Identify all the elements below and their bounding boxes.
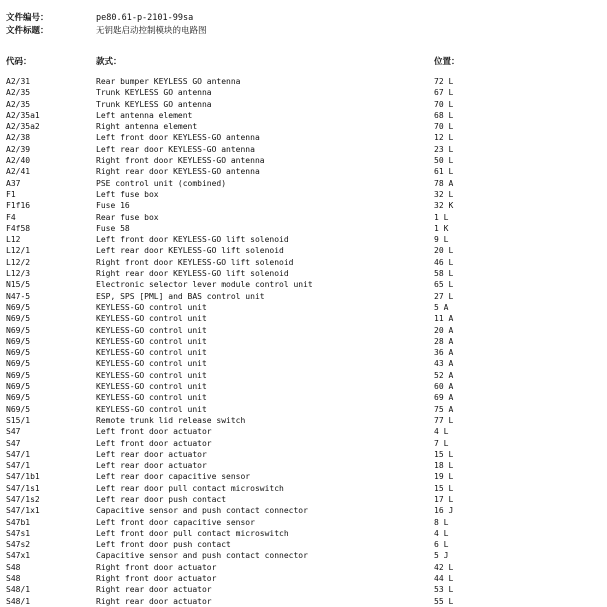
- row-model: Left fuse box: [96, 189, 159, 199]
- table-row: [0, 132, 607, 143]
- row-model: Left rear door capacitive sensor: [96, 472, 251, 482]
- row-model: Rear bumper KEYLESS GO antenna: [96, 77, 241, 86]
- table-row: [0, 223, 607, 234]
- row-position: 28 A: [434, 336, 454, 346]
- row-code: S15/1: [6, 415, 31, 425]
- file-number-label: 文件编号：: [6, 13, 49, 23]
- table-row: [0, 87, 607, 98]
- row-code: A37: [6, 178, 21, 188]
- row-code: S47/1: [6, 449, 31, 459]
- table-row: [0, 189, 607, 200]
- file-title-label: 文件标题：: [6, 26, 49, 36]
- row-code: S47: [6, 427, 21, 437]
- row-model: Left front door KEYLESS-GO lift solenoid: [96, 235, 289, 245]
- row-code: S47x1: [6, 551, 31, 561]
- table-row: [0, 99, 607, 110]
- table-row: [0, 268, 607, 279]
- row-model: Capacitive sensor and push contact connector: [96, 506, 308, 516]
- row-code: N69/5: [6, 370, 31, 380]
- row-code: A2/31: [6, 77, 31, 86]
- table-row: [0, 358, 607, 369]
- row-position: 27 L: [434, 291, 454, 301]
- row-position: 78 A: [434, 178, 454, 188]
- row-code: S48: [6, 574, 21, 584]
- row-position: 70 L: [434, 99, 454, 109]
- table-row: [0, 483, 607, 494]
- row-model: Right rear door KEYLESS-GO antenna: [96, 167, 260, 177]
- row-model: KEYLESS-GO control unit: [96, 325, 207, 335]
- row-code: N69/5: [6, 336, 31, 346]
- row-position: 61 L: [434, 167, 454, 177]
- header-position: 位置：: [434, 57, 460, 67]
- row-code: F1f16: [6, 201, 31, 211]
- table-row: [0, 144, 607, 155]
- table-row: [0, 279, 607, 290]
- row-position: 68 L: [434, 110, 454, 120]
- row-position: 5 A: [434, 302, 449, 312]
- table-row: [0, 584, 607, 595]
- row-model: Remote trunk lid release switch: [96, 415, 246, 425]
- table-row: [0, 471, 607, 482]
- row-code: S47s1: [6, 528, 31, 538]
- row-position: 52 A: [434, 370, 454, 380]
- table-row: [0, 370, 607, 381]
- row-position: 42 L: [434, 562, 454, 572]
- row-code: A2/38: [6, 133, 31, 143]
- table-row: [0, 302, 607, 313]
- table-row: [0, 155, 607, 166]
- row-code: S47/1s2: [6, 494, 40, 504]
- row-code: A2/35a1: [6, 110, 40, 120]
- row-position: 50 L: [434, 156, 454, 166]
- row-code: L12/3: [6, 269, 31, 279]
- row-position: 20 A: [434, 325, 454, 335]
- row-model: Right antenna element: [96, 122, 198, 132]
- table-row: [0, 596, 607, 607]
- table-row: [0, 313, 607, 324]
- row-position: 75 A: [434, 404, 454, 414]
- row-model: Left rear door pull contact microswitch: [96, 483, 284, 493]
- row-position: 1 K: [434, 223, 449, 233]
- row-code: A2/35a2: [6, 122, 40, 132]
- row-code: S47: [6, 438, 21, 448]
- component-table: [0, 76, 607, 607]
- row-code: S47/1: [6, 461, 31, 471]
- row-code: S48/1: [6, 585, 31, 595]
- row-position: 1 L: [434, 212, 449, 222]
- row-position: 9 L: [434, 235, 449, 245]
- row-model: Left antenna element: [96, 110, 193, 120]
- row-code: A2/35: [6, 99, 31, 109]
- row-model: Left rear door actuator: [96, 449, 207, 459]
- row-code: N69/5: [6, 348, 31, 358]
- row-model: KEYLESS-GO control unit: [96, 370, 207, 380]
- row-code: F1: [6, 189, 16, 199]
- row-model: KEYLESS-GO control unit: [96, 359, 207, 369]
- row-model: KEYLESS-GO control unit: [96, 314, 207, 324]
- table-row: [0, 539, 607, 550]
- table-row: [0, 550, 607, 561]
- row-position: 20 L: [434, 246, 454, 256]
- row-position: 46 L: [434, 257, 454, 267]
- row-position: 4 L: [434, 528, 449, 538]
- row-code: N69/5: [6, 314, 31, 324]
- row-position: 16 J: [434, 506, 454, 516]
- row-position: 11 A: [434, 314, 454, 324]
- row-position: 44 L: [434, 574, 454, 584]
- row-code: S47s2: [6, 540, 31, 550]
- row-position: 17 L: [434, 494, 454, 504]
- row-model: Right rear door actuator: [96, 596, 212, 606]
- row-position: 53 L: [434, 585, 454, 595]
- row-code: A2/40: [6, 156, 31, 166]
- row-position: 32 L: [434, 189, 454, 199]
- table-row: [0, 325, 607, 336]
- table-row: [0, 528, 607, 539]
- table-row: [0, 166, 607, 177]
- table-row: [0, 438, 607, 449]
- row-model: Rear fuse box: [96, 212, 159, 222]
- row-model: Trunk KEYLESS GO antenna: [96, 99, 212, 109]
- table-row: [0, 200, 607, 211]
- table-row: [0, 336, 607, 347]
- row-position: 36 A: [434, 348, 454, 358]
- row-code: S48/1: [6, 596, 31, 606]
- row-position: 58 L: [434, 269, 454, 279]
- row-model: Right front door KEYLESS-GO lift solenoid: [96, 257, 294, 267]
- row-model: Left front door push contact: [96, 540, 231, 550]
- row-position: 60 A: [434, 382, 454, 392]
- table-row: [0, 426, 607, 437]
- row-model: KEYLESS-GO control unit: [96, 348, 207, 358]
- row-code: N69/5: [6, 325, 31, 335]
- row-code: S48: [6, 562, 21, 572]
- row-model: ESP, SPS [PML] and BAS control unit: [96, 291, 265, 301]
- row-model: KEYLESS-GO control unit: [96, 336, 207, 346]
- row-model: Right front door actuator: [96, 574, 217, 584]
- row-position: 32 K: [434, 201, 454, 211]
- row-code: F4: [6, 212, 16, 222]
- row-position: 5 J: [434, 551, 449, 561]
- table-row: [0, 505, 607, 516]
- row-position: 8 L: [434, 517, 449, 527]
- row-code: S47/1x1: [6, 506, 40, 516]
- header-code: 代码：: [6, 57, 32, 67]
- row-position: 65 L: [434, 280, 454, 290]
- row-code: N69/5: [6, 382, 31, 392]
- row-model: Right rear door actuator: [96, 585, 212, 595]
- row-model: Fuse 16: [96, 201, 130, 211]
- row-code: S47/1b1: [6, 472, 40, 482]
- row-model: PSE control unit (combined): [96, 178, 227, 188]
- row-position: 67 L: [434, 88, 454, 98]
- row-code: L12: [6, 235, 21, 245]
- row-code: S47b1: [6, 517, 31, 527]
- row-position: 19 L: [434, 472, 454, 482]
- row-model: Capacitive sensor and push contact connector: [96, 551, 308, 561]
- row-code: N15/5: [6, 280, 31, 290]
- row-position: 43 A: [434, 359, 454, 369]
- row-model: KEYLESS-GO control unit: [96, 382, 207, 392]
- row-code: N69/5: [6, 359, 31, 369]
- table-row: [0, 562, 607, 573]
- row-code: L12/2: [6, 257, 31, 267]
- row-code: N69/5: [6, 302, 31, 312]
- row-model: Left front door actuator: [96, 438, 212, 448]
- table-row: [0, 460, 607, 471]
- row-position: 72 L: [434, 77, 454, 86]
- row-code: A2/41: [6, 167, 31, 177]
- row-model: Electronic selector lever module control unit: [96, 280, 313, 290]
- table-row: [0, 494, 607, 505]
- header-model: 款式：: [96, 57, 122, 67]
- row-position: 69 A: [434, 393, 454, 403]
- table-row: [0, 517, 607, 528]
- table-row: [0, 234, 607, 245]
- row-model: Left rear door KEYLESS-GO lift solenoid: [96, 246, 284, 256]
- row-model: Right front door KEYLESS-GO antenna: [96, 156, 265, 166]
- table-row: [0, 415, 607, 426]
- table-row: [0, 404, 607, 415]
- row-model: Left front door KEYLESS-GO antenna: [96, 133, 260, 143]
- table-row: [0, 392, 607, 403]
- row-model: Left front door pull contact microswitch: [96, 528, 289, 538]
- row-model: Fuse 58: [96, 223, 130, 233]
- row-code: S47/1s1: [6, 483, 40, 493]
- table-row: [0, 178, 607, 189]
- row-position: 15 L: [434, 449, 454, 459]
- table-row: [0, 573, 607, 584]
- file-title-value: 无钥匙启动控制模块的电路图: [96, 26, 207, 36]
- row-code: L12/1: [6, 246, 31, 256]
- row-model: KEYLESS-GO control unit: [96, 302, 207, 312]
- row-position: 12 L: [434, 133, 454, 143]
- table-row: [0, 245, 607, 256]
- row-position: 15 L: [434, 483, 454, 493]
- row-model: Left front door capacitive sensor: [96, 517, 255, 527]
- row-position: 18 L: [434, 461, 454, 471]
- row-code: F4f58: [6, 223, 31, 233]
- row-model: KEYLESS-GO control unit: [96, 404, 207, 414]
- row-model: Left rear door actuator: [96, 461, 207, 471]
- table-row: [0, 291, 607, 302]
- row-code: N47-5: [6, 291, 31, 301]
- table-row: [0, 449, 607, 460]
- row-model: Left rear door push contact: [96, 494, 227, 504]
- row-model: Left front door actuator: [96, 427, 212, 437]
- table-row: [0, 381, 607, 392]
- row-code: N69/5: [6, 393, 31, 403]
- table-row: [0, 110, 607, 121]
- row-code: N69/5: [6, 404, 31, 414]
- table-row: [0, 121, 607, 132]
- table-row: [0, 257, 607, 268]
- row-position: 7 L: [434, 438, 449, 448]
- row-position: 23 L: [434, 144, 454, 154]
- table-header: [0, 56, 607, 68]
- row-model: Right rear door KEYLESS-GO lift solenoid: [96, 269, 289, 279]
- row-position: 70 L: [434, 122, 454, 132]
- row-model: Right front door actuator: [96, 562, 217, 572]
- row-position: 6 L: [434, 540, 449, 550]
- row-model: Left rear door KEYLESS-GO antenna: [96, 144, 255, 154]
- row-position: 55 L: [434, 596, 454, 606]
- file-number-value: pe80.61-p-2101-99sa: [96, 13, 194, 23]
- table-row: [0, 347, 607, 358]
- table-row: [0, 76, 607, 87]
- table-row: [0, 212, 607, 223]
- row-code: A2/35: [6, 88, 31, 98]
- row-model: KEYLESS-GO control unit: [96, 393, 207, 403]
- row-position: 4 L: [434, 427, 449, 437]
- row-code: A2/39: [6, 144, 31, 154]
- row-model: Trunk KEYLESS GO antenna: [96, 88, 212, 98]
- row-position: 77 L: [434, 415, 454, 425]
